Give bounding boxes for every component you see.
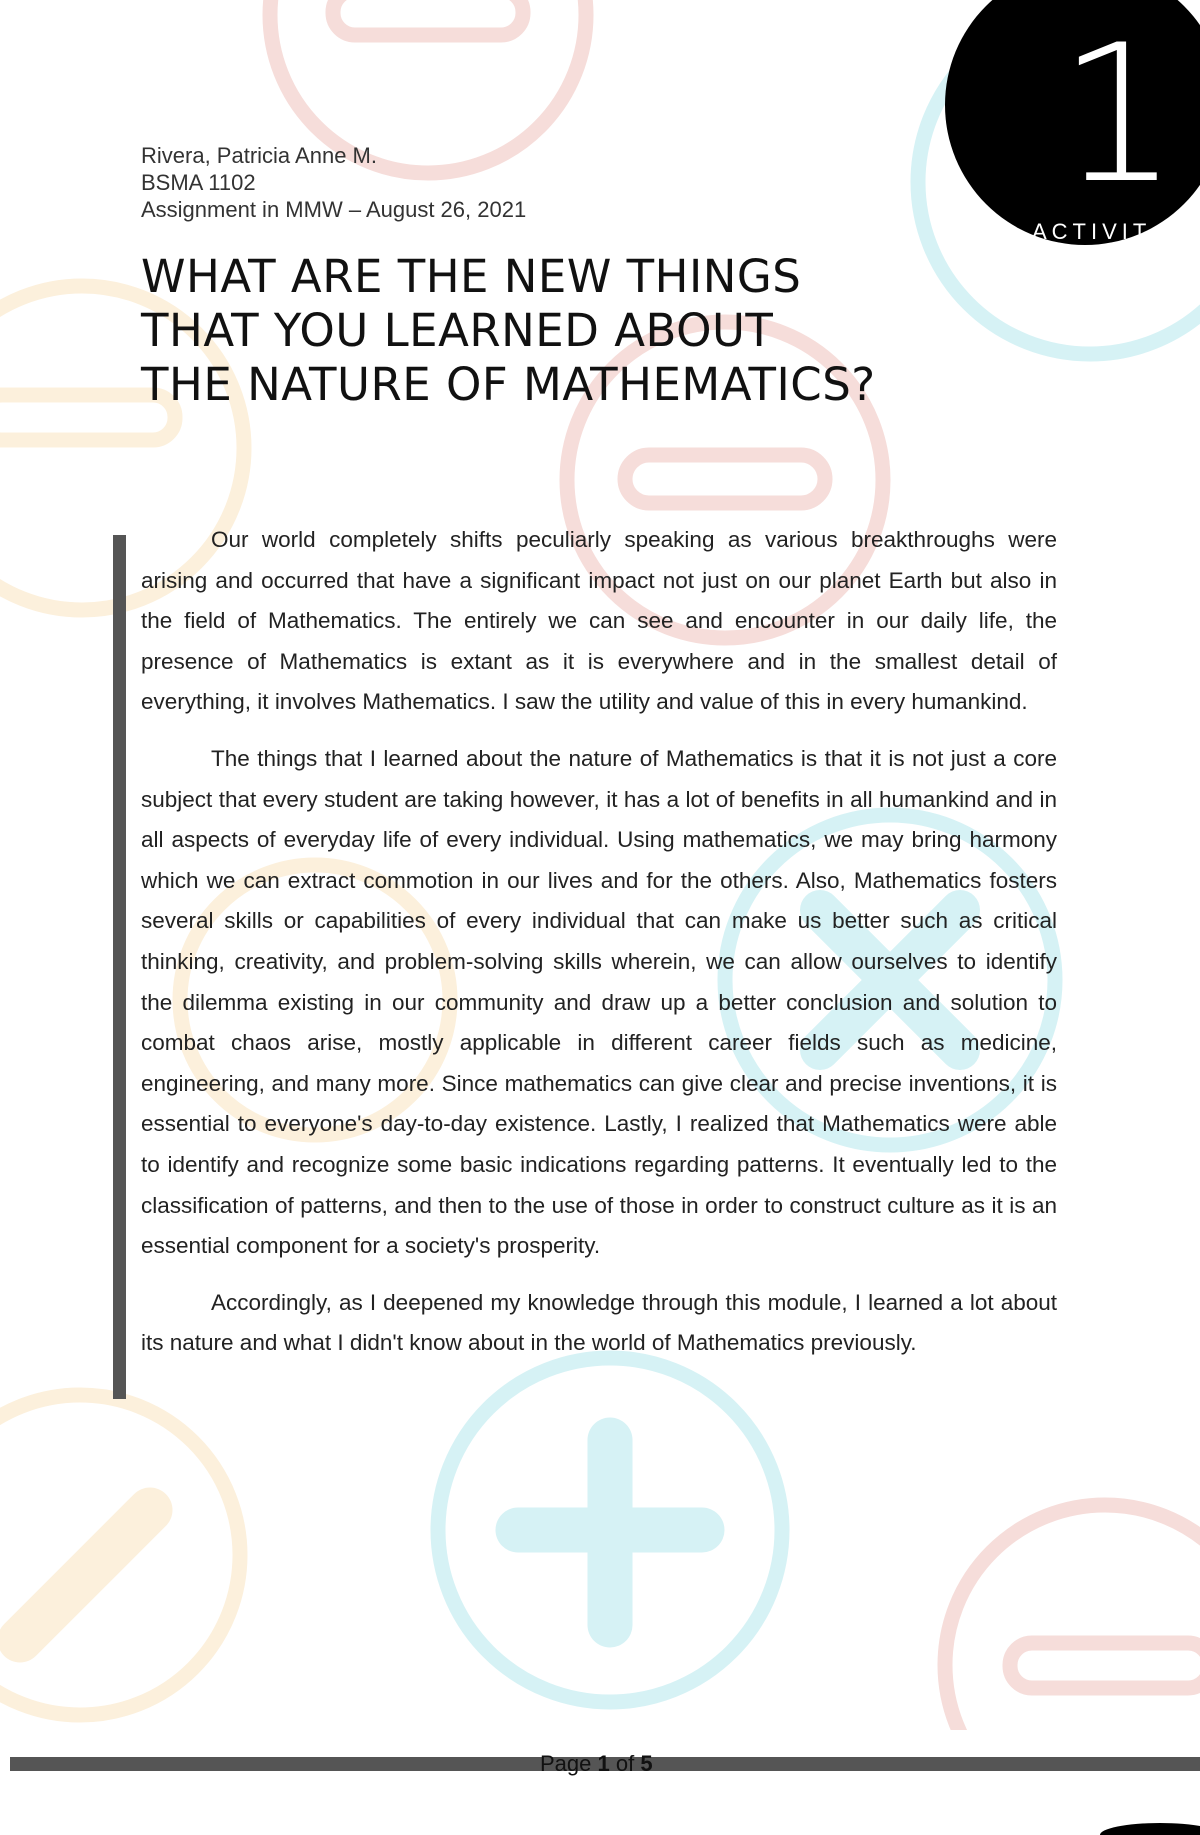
- paragraph-1: Our world completely shifts peculiarly speaking as various breakthroughs were arising and occurred that have a significant impact not just on our planet Earth but also in the field of Mathematics. The entirely we can see and encounter in our daily life, the presence of Mathematics is extant as it is everywhere and in the smallest detail of everything, it involves Mathematics. I saw the utility and value of this in every humankind.: [141, 527, 1057, 715]
- page-title: [141, 250, 961, 412]
- assignment-label: Assignment in MMW – August 26, 2021: [141, 197, 527, 222]
- page-word: Page: [540, 1751, 592, 1776]
- paragraph-3: Accordingly, as I deepened my knowledge through this module, I learned a lot about its nature and what I didn't know about in the world of Mathematics previously.: [141, 1289, 1057, 1356]
- activity-number: 1: [1058, 4, 1179, 225]
- title-line-1: WHAT ARE THE NEW THINGS: [141, 250, 802, 303]
- plus-circle-icon: [438, 1358, 782, 1702]
- side-accent-bar: [113, 535, 126, 1399]
- page-number: [540, 1752, 653, 1776]
- author-name: Rivera, Patricia Anne M.: [141, 143, 377, 168]
- of-word: of: [615, 1751, 635, 1776]
- essay-body: [141, 520, 1057, 1380]
- activity-label: ACTIVITY: [1032, 219, 1152, 268]
- paragraph-2: The things that I learned about the nature of Mathematics is that it is not just a core subject that every student are taking however, it has a lot of benefits in all humankind and in all aspects of everyday life of every individual. Using mathematics, we may bring harmony which we can extract commotion in our lives and for the others. Also, Mathematics fosters several skills or capabilities of every individual that can make us better such as critical thinking, creativity, and problem-solving skills wherein, we can allow ourselves to identify the dilemma existing in our community and draw up a better conclusion and solution to combat chaos arise, mostly applicable in different career fields such as medicine, engineering, and many more. Since mathematics can give clear and precise inventions, it is essential to everyone's day-to-day existence. Lastly, I realized that Mathematics were able to identify and recognize some basic indications regarding patterns. It eventually led to the classification of patterns, and then to the use of those in order to construct culture as it is an essential component for a society's prosperity.: [141, 745, 1057, 1259]
- page-current: 1: [597, 1751, 610, 1776]
- title-line-3: THE NATURE OF MATHEMATICS?: [141, 358, 876, 411]
- page-total: 5: [640, 1751, 653, 1776]
- author-info: [141, 142, 526, 223]
- section-label: BSMA 1102: [141, 170, 256, 195]
- divide-circle-icon: [0, 1395, 240, 1715]
- title-line-2: THAT YOU LEARNED ABOUT: [141, 304, 774, 357]
